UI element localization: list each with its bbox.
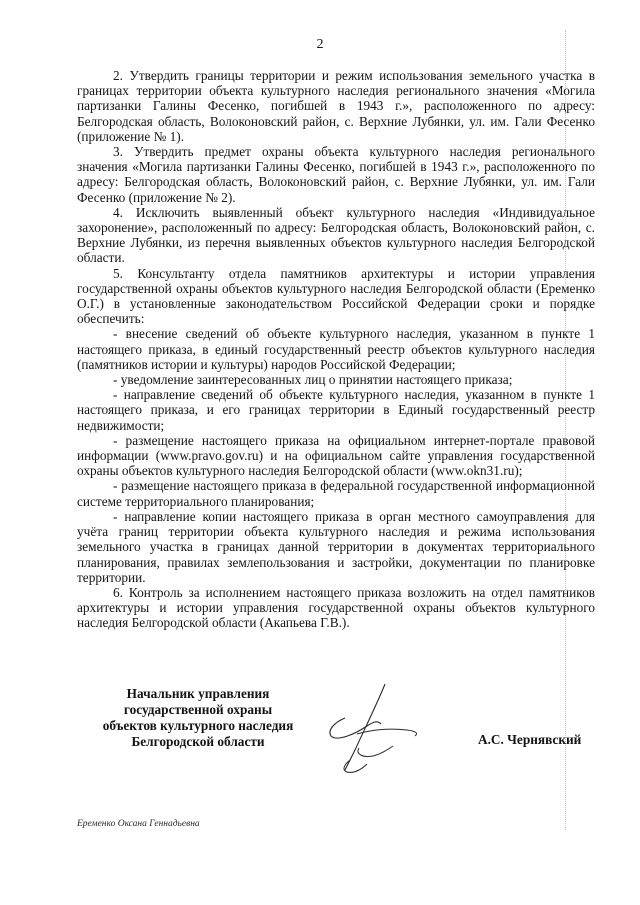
paragraph-item-3: 3. Утвердить предмет охраны объекта культурного наследия регионального значения «Могила партизанки Галины Фесенко, погибшей в 1943 г.», расположенного по адресу: Белгородская область, Волоконовский район, с. Верхние Лубянки, ул. им. Гали Фесенко (приложение № 2).: [77, 144, 595, 205]
paragraph-item-6: 6. Контроль за исполнением настоящего приказа возложить на отдел памятников архитектуры и истории управления государственной охраны объектов культурного наследия Белгородской области (Акапьева Г.В.).: [77, 584, 595, 631]
page-number: 2: [316, 37, 324, 52]
position-line: государственной охраны: [123, 702, 273, 717]
position-line: Начальник управления: [126, 686, 270, 701]
position-line: объектов культурного наследия: [102, 718, 294, 733]
list-item-registry: - внесение сведений об объекте культурного наследия, указанном в пункте 1 настоящего приказа, в единый государственный реестр объектов культурного наследия (памятников истории и культуры) народов Российской Федерации;: [77, 326, 595, 372]
signatory-name: А.С. Чернявский: [478, 732, 582, 747]
list-item-notification: - уведомление заинтересованных лиц о принятии настоящего приказа;: [113, 372, 513, 388]
paragraph-item-2: 2. Утвердить границы территории и режим использования земельного участка в границах территории объекта культурного наследия регионального значения «Могила партизанки Галины Фесенко, погибшей в 1943 г.», расположенного по адресу: Белгородская область, Волоконовский район, с. Верхние Лубянки, ул. им. Гали Фесенко (приложение № 1).: [77, 68, 595, 144]
list-item-real-estate-registry: - направление сведений об объекте культурного наследия, указанном в пункте 1 настоящего приказа, и его границах территории в Единый государственный реестр недвижимости;: [77, 387, 595, 433]
paragraph-item-5: 5. Консультанту отдела памятников архитектуры и истории управления государственной охраны объектов культурного наследия Белгородской области (Еременко О.Г.) в установленные законодательством Российской Федерации сроки и порядке обеспечить:: [77, 265, 595, 327]
document-body: [77, 68, 595, 631]
list-item-fgis: - размещение настоящего приказа в федеральной государственной информационной системе территориального планирования;: [77, 478, 595, 509]
handwritten-signature: [315, 678, 425, 778]
executor-name: Еременко Оксана Геннадьевна: [77, 819, 200, 829]
list-item-publication: - размещение настоящего приказа на официальном интернет-портале правовой информации (www.pravo.gov.ru) и на официальном сайте управления государственной охраны объектов культурного наследия Белгородской области (www.okn31.ru);: [77, 432, 595, 479]
list-item-local-government: - направление копии настоящего приказа в орган местного самоуправления для учёта границ территории объекта культурного наследия и режима использования земельного участка в границах данной территории в документах территориального планирования, правилах землепользования и застройки, документации по планировке территории.: [77, 508, 595, 585]
paragraph-item-4: 4. Исключить выявленный объект культурного наследия «Индивидуальное захоронение», расположенный по адресу: Белгородская область, Волоконовский район, с. Верхние Лубянки, из перечня выявленных объектов культурного наследия Белгородской области.: [77, 204, 595, 266]
position-line: Белгородской области: [131, 734, 265, 749]
signatory-position: [100, 686, 296, 750]
